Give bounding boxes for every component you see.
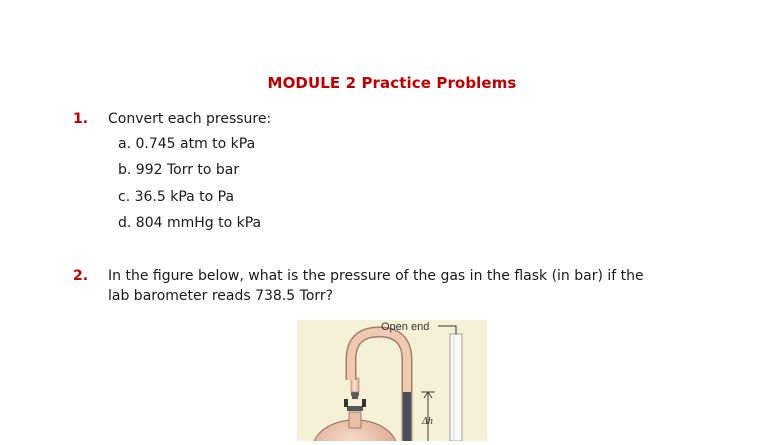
delta-h-label: Δh	[422, 416, 433, 427]
question-2-text-line1: In the figure below, what is the pressure of the gas in the flask (in bar) if the	[108, 268, 644, 284]
flask-neck-tube	[351, 378, 359, 392]
question-1-item-b: b. 992 Torr to bar	[118, 162, 240, 178]
mercury-column	[403, 392, 411, 441]
question-2-number: 2.	[73, 268, 89, 284]
question-1-number: 1.	[73, 111, 89, 127]
page-title: MODULE 2 Practice Problems	[267, 74, 517, 92]
question-2-text-line2: lab barometer reads 738.5 Torr?	[108, 288, 334, 304]
open-end-tube	[450, 334, 462, 441]
question-1-item-d: d. 804 mmHg to kPa	[118, 215, 262, 231]
manometer-illustration	[297, 320, 487, 441]
question-1-item-c: c. 36.5 kPa to Pa	[118, 189, 235, 205]
question-1-item-a: a. 0.745 atm to kPa	[118, 136, 256, 152]
open-end-label: Open end	[381, 321, 430, 333]
question-1-text: Convert each pressure:	[108, 111, 272, 127]
manometer-figure	[297, 320, 487, 441]
